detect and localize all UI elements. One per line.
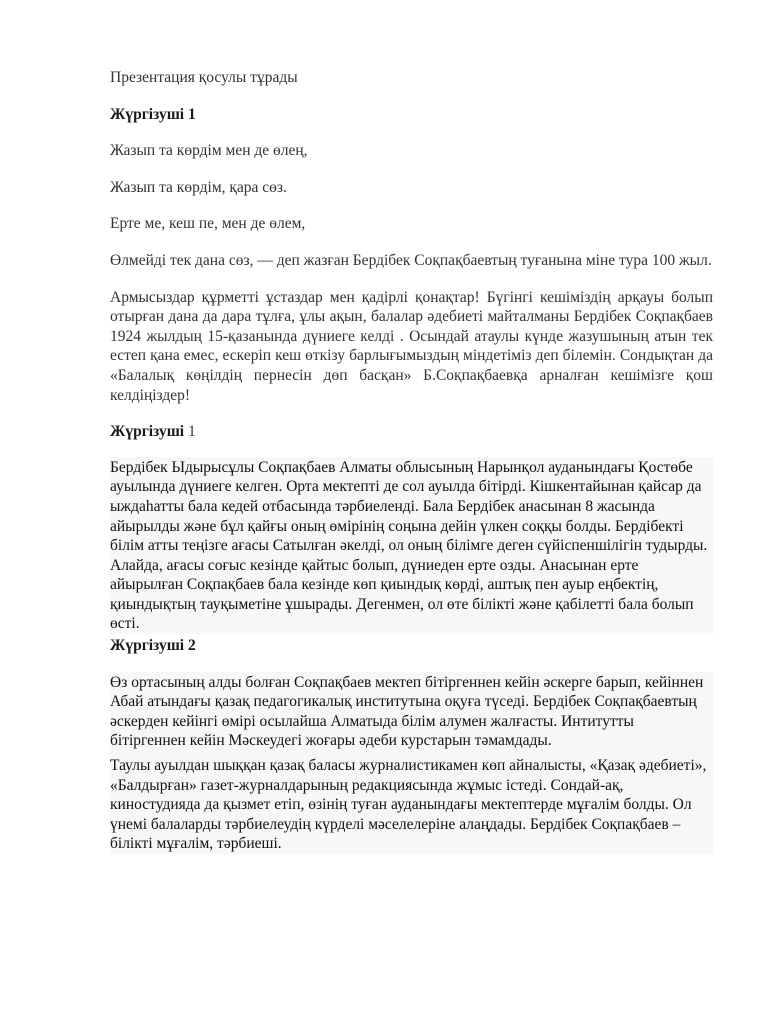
- biography-paragraph-3: Таулы ауылдан шыққан қазақ баласы журналистикамен көп айналысты, «Қазақ әдебиеті», «Балдырған» газет-журналдарының редакциясында жұмыс істеді. Сондай-ақ, киностудияда да қызмет етіп, өзінің туған ауданындағы мектептерде мұғалім болды. Ол үнемі балаларды тәрбиелеудің күрделі мәселелеріне алаңдады. Бердібек Соқпақбаев – білікті мұғалім, тәрбиеші.: [110, 756, 713, 854]
- poem-line-2: Жазып та көрдім, қара сөз.: [110, 178, 287, 196]
- biography-paragraph-1: Бердібек Ыдырысұлы Соқпақбаев Алматы облысының Нарынқол ауданындағы Қостөбе ауылында дүниеге келген. Орта мектепті де сол ауылда бітірді. Кішкентайынан қайсар да ыждаһатты бала кедей отбасында тәрбиеленді. Бала Бердібек анасынан 8 жасында айырылды және бұл қайғы оның өмірінің соңына дейін үлкен соққы болды. Бердібекті білім атты теңізге ағасы Сатылған әкелді, ол оның білімге деген сүйіспеншілігін тудырды. Алайда, ағасы соғыс кезінде қайтыс болып, дүниеден ерте озды. Анасынан ерте айырылған Соқпақбаев бала кезінде көп қиындық көрді, аштық пен ауыр еңбектің, қиындықтың тауқыметіне ұшырады. Дегенмен, ол өте білікті және қабілетті бала болып өсті.: [110, 457, 713, 634]
- poem-ending-paragraph: Өлмейді тек дана сөз, — деп жазған Бердібек Соқпақбаевтың туғанына міне тура 100 жыл.: [110, 251, 712, 269]
- biography-paragraph-2: Өз ортасының алды болған Соқпақбаев мектеп бітіргеннен кейін әскерге барып, кейіннен Абай атындағы қазақ педагогикалық институтына оқуға түседі. Бердібек Соқпақбаевтың әскерден кейінгі өмірі осылайша Алматыда білім алумен жалғасты. Интитутты бітіргеннен кейін Мәскеудегі жоғары әдеби курстарын тәмамдады.: [110, 673, 713, 751]
- host-number: 1: [187, 423, 196, 441]
- intro-line: Презентация қосулы тұрады: [110, 69, 298, 86]
- document-page: [110, 68, 713, 854]
- biography-block-2: [110, 672, 713, 854]
- welcome-paragraph: Армысыздар құрметті ұстаздар мен қадірлі қонақтар! Бүгінгі кешіміздің арқауы болып отырған дана да дара тұлға, ұлы ақын, балалар әдебиеті майталманы Бердібек Соқпақбаев 1924 жылдың 15-қазанында дүниеге келді . Осындай атаулы күнде жазушының атын тек естеп қана емес, ескеріп кеш өткізу барлығымыздың міндетіміз деп білемін. Сондықтан да «Балалық көңілдің пернесін дөп басқан» Б.Соқпақбаевқа арналған кешімізге қош келдіңіздер!: [110, 288, 713, 404]
- host-word: Жүргізуші: [110, 423, 185, 441]
- host-1-heading: Жүргізуші 1: [110, 105, 196, 123]
- poem-line-1: Жазып та көрдім мен де өлең,: [110, 142, 308, 160]
- poem-line-3: Ерте ме, кеш пе, мен де өлем,: [110, 215, 306, 233]
- host-1-heading-second: [110, 422, 713, 442]
- host-2-heading: Жүргізуші 2: [110, 637, 196, 655]
